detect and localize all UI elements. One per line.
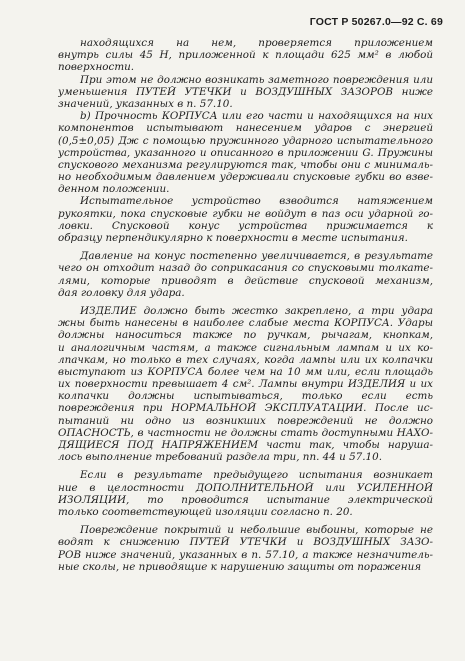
text-line: выступают из КОРПУСА более чем на 10 мм или, если площадь	[58, 365, 433, 378]
paragraph	[58, 195, 433, 244]
text-line: значений, указанных в п. 57.10.	[58, 97, 233, 110]
text-line: Испытательное устройство взводится натяжением	[80, 195, 433, 208]
text-line: компонентов испытывают нанесением ударов с энергией	[58, 122, 433, 135]
text-line: рукоятки, пока спусковые губки не войдут в паз оси ударной го-	[58, 207, 433, 220]
paragraph	[58, 469, 433, 518]
text-line: колпачки должны испытываться, только если есть	[58, 390, 433, 403]
text-line: Повреждение покрытий и небольшие выбоины, которые не	[80, 524, 433, 537]
text-line: лпачкам, но только в тех случаях, когда лампы или их колпачки	[58, 353, 433, 366]
text-line: уменьшения ПУТЕЙ УТЕЧКИ и ВОЗДУШНЫХ ЗАЗОРОВ ниже	[58, 85, 433, 98]
text-line: денном положении.	[58, 183, 170, 196]
text-line: (0,5±0,05) Дж с помощью пружинного ударного испытательного	[58, 134, 433, 147]
text-line: лось выполнение требований раздела три, пп. 44 и 57.10.	[58, 451, 382, 464]
text-line: их поверхности превышает 4 см². Лампы внутри ИЗДЕЛИЯ и их	[58, 378, 433, 391]
text-line: ные сколы, не приводящие к нарушению защиты от поражения	[58, 560, 422, 573]
text-line: повреждения при НОРМАЛЬНОЙ ЭКСПЛУАТАЦИИ. После ис-	[58, 402, 433, 415]
text-line: Давление на конус постепенно увеличивается, в результате	[80, 250, 433, 263]
text-line: но необходимым давлением удерживали спусковые губки во взве-	[58, 171, 433, 184]
text-line: находящихся на нем, проверяется приложением	[80, 37, 433, 49]
paragraph	[58, 74, 433, 111]
text-line: РОВ ниже значений, указанных в п. 57.10, а также незначитель-	[58, 548, 433, 561]
paragraph	[58, 37, 433, 74]
text-line: При этом не должно возникать заметного повреждения или	[80, 73, 433, 86]
text-line: ловки. Спусковой конус устройства прижимается к	[58, 219, 433, 232]
text-line: ДЯЩИЕСЯ ПОД НАПРЯЖЕНИЕМ части так, чтобы наруша-	[58, 439, 433, 451]
text-line: жны быть нанесены в наиболее слабые места КОРПУСА. Удары	[58, 317, 433, 330]
text-line: образцу перпендикулярно к поверхности в месте испытания.	[58, 232, 408, 244]
paragraph	[58, 250, 433, 299]
text-line: ОПАСНОСТЬ, в частности не должны стать доступными НАХО-	[58, 426, 433, 439]
text-line: устройства, указанного и описанного в приложении G. Пружины	[58, 146, 433, 159]
text-line: должны наноситься также по ручкам, рычагам, кнопкам,	[58, 329, 433, 342]
text-line: водят к снижению ПУТЕЙ УТЕЧКИ и ВОЗДУШНЫХ ЗАЗО-	[58, 536, 433, 549]
paragraph	[58, 305, 433, 463]
paragraph	[58, 110, 433, 195]
text-line: дая головку для удара.	[58, 286, 185, 299]
text-line: ние в целостности ДОПОЛНИТЕЛЬНОЙ или УСИЛЕННОЙ	[58, 481, 433, 494]
text-line: ИЗДЕЛИЕ должно быть жестко закреплено, а три удара	[80, 304, 433, 317]
text-line: спускового механизма регулируются так, чтобы они с минималь-	[58, 158, 433, 171]
text-line: внутрь силы 45 Н, приложенной к площади 625 мм² в любой	[58, 49, 433, 62]
text-line: только соответствующей изоляции согласно п. 20.	[58, 505, 353, 518]
text-line: b) Прочность КОРПУСА или его части и находящихся на них	[80, 110, 433, 123]
running-head: ГОСТ Р 50267.0—92 С. 69	[309, 16, 443, 28]
text-line: лями, которые приводят в действие спусковой механизм,	[58, 274, 433, 287]
text-line: чего он отходит назад до соприкасания со спусковыми толкате-	[58, 262, 433, 275]
text-line: ИЗОЛЯЦИИ, то проводится испытание электрической	[58, 493, 433, 506]
paragraph	[58, 524, 433, 573]
text-line: Если в результате предыдущего испытания возникает	[80, 469, 433, 482]
text-line: поверхности.	[58, 61, 135, 74]
document-body	[58, 37, 433, 573]
text-line: пытаний ни одно из возникших повреждений не должно	[58, 414, 433, 427]
text-line: и аналогичным частям, а также сигнальным лампам и их ко-	[58, 341, 433, 354]
